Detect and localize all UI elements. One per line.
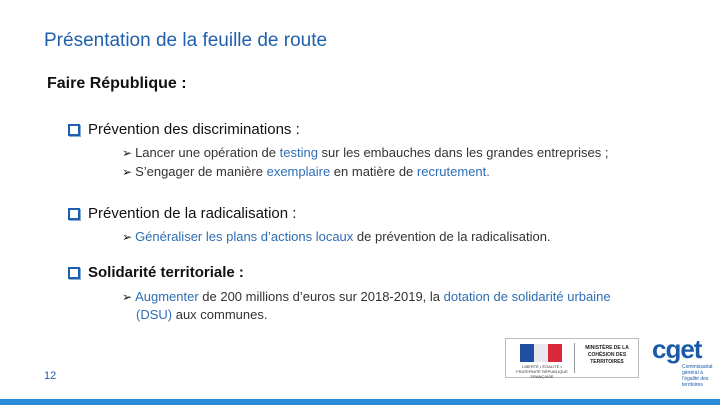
ministry-logo: LIBERTÉ • ÉGALITÉ • FRATERNITÉ RÉPUBLIQUE FRANÇAISE MINISTÈRE DE LA COHÉSION DES TERRITOIRES bbox=[505, 338, 639, 378]
section-heading-label: Solidarité territoriale : bbox=[88, 264, 244, 281]
french-flag-icon bbox=[520, 344, 562, 362]
checkbox-bullet-icon bbox=[68, 267, 80, 279]
checkbox-bullet-icon bbox=[68, 208, 80, 220]
divider bbox=[574, 343, 575, 373]
arrow-bullet-icon: ➢ bbox=[122, 290, 133, 304]
section-heading-solidarite bbox=[68, 264, 244, 281]
page-number: 12 bbox=[44, 370, 57, 382]
page-title: Présentation de la feuille de route bbox=[44, 30, 328, 51]
section-heading-label: Prévention de la radicalisation : bbox=[88, 205, 297, 222]
section-heading-discriminations bbox=[68, 121, 300, 138]
section-heading-radicalisation bbox=[68, 205, 296, 222]
arrow-bullet-icon: ➢ bbox=[122, 146, 133, 160]
list-item: ➢ S’engager de manière exemplaire en matière de recrutement. bbox=[122, 164, 490, 179]
marianne-logo: LIBERTÉ • ÉGALITÉ • FRATERNITÉ RÉPUBLIQUE FRANÇAISE bbox=[512, 344, 568, 372]
list-item: ➢ Généraliser les plans d’actions locaux de prévention de la radicalisation. bbox=[122, 229, 551, 244]
checkbox-bullet-icon bbox=[68, 124, 80, 136]
subtitle: Faire République : bbox=[47, 75, 187, 92]
list-item: ➢ Augmenter de 200 millions d’euros sur 2018-2019, la dotation de solidarité urbaine (DSU) aux communes. bbox=[122, 289, 611, 322]
list-item: ➢ Lancer une opération de testing sur les embauches dans les grandes entreprises ; bbox=[122, 145, 609, 160]
section-heading-label: Prévention des discriminations : bbox=[88, 121, 300, 138]
arrow-bullet-icon: ➢ bbox=[122, 165, 133, 179]
bottom-bar bbox=[0, 399, 720, 405]
arrow-bullet-icon: ➢ bbox=[122, 230, 133, 244]
cget-logo: cget Commissariat général à l’égalité des territoires bbox=[652, 334, 713, 388]
